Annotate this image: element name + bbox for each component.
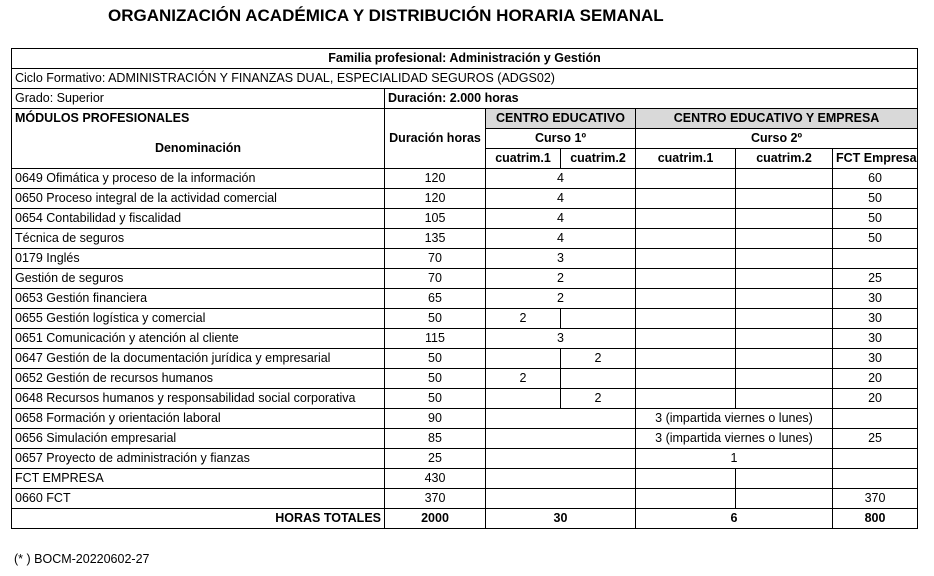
curso2-cuatrim2-empty: [736, 349, 833, 369]
curso2-cuatrim2-empty: [736, 209, 833, 229]
curso1-weekly-hours: 3: [486, 249, 636, 269]
fct-hours: 50: [833, 209, 918, 229]
table-row: [12, 229, 918, 249]
table-row: [12, 489, 918, 509]
header-curso2: Curso 2º: [636, 129, 918, 149]
curso2-cuatrim2-empty: [736, 469, 833, 489]
table-row: [12, 269, 918, 289]
module-name: 0652 Gestión de recursos humanos: [12, 369, 385, 389]
fct-hours: [833, 449, 918, 469]
curso1-cuatrim2-hours: [561, 369, 636, 389]
table-row: [12, 249, 918, 269]
fct-hours: 60: [833, 169, 918, 189]
table-row: [12, 429, 918, 449]
curso1-cuatrim1-hours: 2: [486, 309, 561, 329]
curso2-cuatrim2-empty: [736, 329, 833, 349]
curso2-cuatrim2-empty: [736, 269, 833, 289]
fct-hours: 50: [833, 229, 918, 249]
module-hours: 115: [385, 329, 486, 349]
curso2-cuatrim1-empty: [636, 229, 736, 249]
table-row: [12, 289, 918, 309]
totals-curso1: 30: [486, 509, 636, 529]
module-hours: 50: [385, 389, 486, 409]
module-hours: 105: [385, 209, 486, 229]
header-fct-empresa: FCT Empresa: [833, 149, 918, 169]
fct-hours: 30: [833, 309, 918, 329]
module-hours: 120: [385, 189, 486, 209]
curso2-cuatrim1-empty: [636, 289, 736, 309]
curso2-cuatrim2-empty: [736, 229, 833, 249]
module-name: 0655 Gestión logística y comercial: [12, 309, 385, 329]
table-row: [12, 389, 918, 409]
curso1-empty: [486, 469, 636, 489]
table-row: [12, 189, 918, 209]
module-hours: 85: [385, 429, 486, 449]
fct-hours: 20: [833, 369, 918, 389]
module-name: 0649 Ofimática y proceso de la información: [12, 169, 385, 189]
curso2-cuatrim2-empty: [736, 169, 833, 189]
familia-profesional: Familia profesional: Administración y Gestión: [12, 49, 918, 69]
curso2-cuatrim1-empty: [636, 489, 736, 509]
table-row: [12, 329, 918, 349]
curso2-cuatrim2-empty: [736, 369, 833, 389]
curso2-weekly-hours: 3 (impartida viernes o lunes): [636, 409, 833, 429]
module-name: Gestión de seguros: [12, 269, 385, 289]
fct-hours: 30: [833, 329, 918, 349]
module-hours: 370: [385, 489, 486, 509]
module-name: 0654 Contabilidad y fiscalidad: [12, 209, 385, 229]
module-name: 0648 Recursos humanos y responsabilidad social corporativa: [12, 389, 385, 409]
curso2-cuatrim2-empty: [736, 289, 833, 309]
curso2-cuatrim1-empty: [636, 389, 736, 409]
fct-hours: 370: [833, 489, 918, 509]
module-name: 0653 Gestión financiera: [12, 289, 385, 309]
ciclo-formativo: Ciclo Formativo: ADMINISTRACIÓN Y FINANZAS DUAL, ESPECIALIDAD SEGUROS (ADGS02): [12, 69, 918, 89]
curso1-weekly-hours: 2: [486, 289, 636, 309]
curso1-cuatrim1-hours: 2: [486, 369, 561, 389]
curso2-cuatrim2-empty: [736, 489, 833, 509]
module-name: 0179 Inglés: [12, 249, 385, 269]
curso1-weekly-hours: 4: [486, 189, 636, 209]
curso1-weekly-hours: 3: [486, 329, 636, 349]
curso2-cuatrim1-empty: [636, 349, 736, 369]
footnote: (* ) BOCM-20220602-27: [14, 552, 150, 566]
totals-hours: 2000: [385, 509, 486, 529]
module-hours: 50: [385, 309, 486, 329]
totals-label: HORAS TOTALES: [12, 509, 385, 529]
fct-hours: 20: [833, 389, 918, 409]
curso1-empty: [486, 409, 636, 429]
fct-hours: [833, 469, 918, 489]
module-name: Técnica de seguros: [12, 229, 385, 249]
module-hours: 50: [385, 349, 486, 369]
curso2-cuatrim1-empty: [636, 309, 736, 329]
header-c1-cuatrim1: cuatrim.1: [486, 149, 561, 169]
fct-hours: 30: [833, 349, 918, 369]
module-hours: 50: [385, 369, 486, 389]
module-hours: 25: [385, 449, 486, 469]
module-name: 0656 Simulación empresarial: [12, 429, 385, 449]
curso2-cuatrim1-empty: [636, 469, 736, 489]
header-c2-cuatrim2: cuatrim.2: [736, 149, 833, 169]
curso1-cuatrim2-hours: 2: [561, 349, 636, 369]
module-hours: 120: [385, 169, 486, 189]
table-row: [12, 369, 918, 389]
curso1-weekly-hours: 4: [486, 229, 636, 249]
totals-fct: 800: [833, 509, 918, 529]
header-denominacion: Denominación: [12, 129, 385, 169]
header-centro-educativo: CENTRO EDUCATIVO: [486, 109, 636, 129]
header-c2-cuatrim1: cuatrim.1: [636, 149, 736, 169]
module-name: 0658 Formación y orientación laboral: [12, 409, 385, 429]
curso1-cuatrim1-hours: [486, 349, 561, 369]
curso2-cuatrim1-empty: [636, 169, 736, 189]
duracion-total: Duración: 2.000 horas: [385, 89, 918, 109]
curso1-cuatrim2-hours: 2: [561, 389, 636, 409]
table-row: [12, 169, 918, 189]
curso2-cuatrim1-empty: [636, 269, 736, 289]
curso1-weekly-hours: 2: [486, 269, 636, 289]
fct-hours: [833, 409, 918, 429]
fct-hours: 25: [833, 269, 918, 289]
table-row: [12, 309, 918, 329]
module-name: 0650 Proceso integral de la actividad comercial: [12, 189, 385, 209]
header-centro-empresa: CENTRO EDUCATIVO Y EMPRESA: [636, 109, 918, 129]
curso2-cuatrim1-empty: [636, 189, 736, 209]
curso2-cuatrim1-empty: [636, 369, 736, 389]
module-name: 0651 Comunicación y atención al cliente: [12, 329, 385, 349]
curso2-cuatrim1-empty: [636, 329, 736, 349]
curso2-weekly-hours: 1: [636, 449, 833, 469]
curso2-cuatrim1-empty: [636, 209, 736, 229]
fct-hours: 30: [833, 289, 918, 309]
header-modulos: MÓDULOS PROFESIONALES: [12, 109, 385, 129]
module-name: 0657 Proyecto de administración y fianzas: [12, 449, 385, 469]
module-hours: 90: [385, 409, 486, 429]
table-row: [12, 469, 918, 489]
page-title: ORGANIZACIÓN ACADÉMICA Y DISTRIBUCIÓN HORARIA SEMANAL: [108, 6, 664, 25]
curso1-empty: [486, 429, 636, 449]
module-hours: 430: [385, 469, 486, 489]
curso2-cuatrim2-empty: [736, 389, 833, 409]
module-name: FCT EMPRESA: [12, 469, 385, 489]
curso1-weekly-hours: 4: [486, 169, 636, 189]
curso1-empty: [486, 489, 636, 509]
header-duracion-horas: Duración horas: [385, 109, 486, 169]
curso1-empty: [486, 449, 636, 469]
curso1-weekly-hours: 4: [486, 209, 636, 229]
table-row: [12, 209, 918, 229]
curso2-cuatrim2-empty: [736, 189, 833, 209]
header-c1-cuatrim2: cuatrim.2: [561, 149, 636, 169]
curso2-cuatrim2-empty: [736, 309, 833, 329]
module-hours: 70: [385, 249, 486, 269]
curso2-weekly-hours: 3 (impartida viernes o lunes): [636, 429, 833, 449]
fct-hours: 50: [833, 189, 918, 209]
table-row: [12, 409, 918, 429]
header-curso1: Curso 1º: [486, 129, 636, 149]
module-name: 0647 Gestión de la documentación jurídica y empresarial: [12, 349, 385, 369]
curso1-cuatrim1-hours: [486, 389, 561, 409]
table-row: [12, 449, 918, 469]
curso2-cuatrim1-empty: [636, 249, 736, 269]
table-row: [12, 349, 918, 369]
grado: Grado: Superior: [12, 89, 385, 109]
module-hours: 70: [385, 269, 486, 289]
totals-curso2: 6: [636, 509, 833, 529]
curso1-cuatrim2-hours: [561, 309, 636, 329]
curso2-cuatrim2-empty: [736, 249, 833, 269]
module-hours: 135: [385, 229, 486, 249]
module-name: 0660 FCT: [12, 489, 385, 509]
module-hours: 65: [385, 289, 486, 309]
fct-hours: [833, 249, 918, 269]
schedule-table: [11, 48, 918, 529]
fct-hours: 25: [833, 429, 918, 449]
totals-row: [12, 509, 918, 529]
